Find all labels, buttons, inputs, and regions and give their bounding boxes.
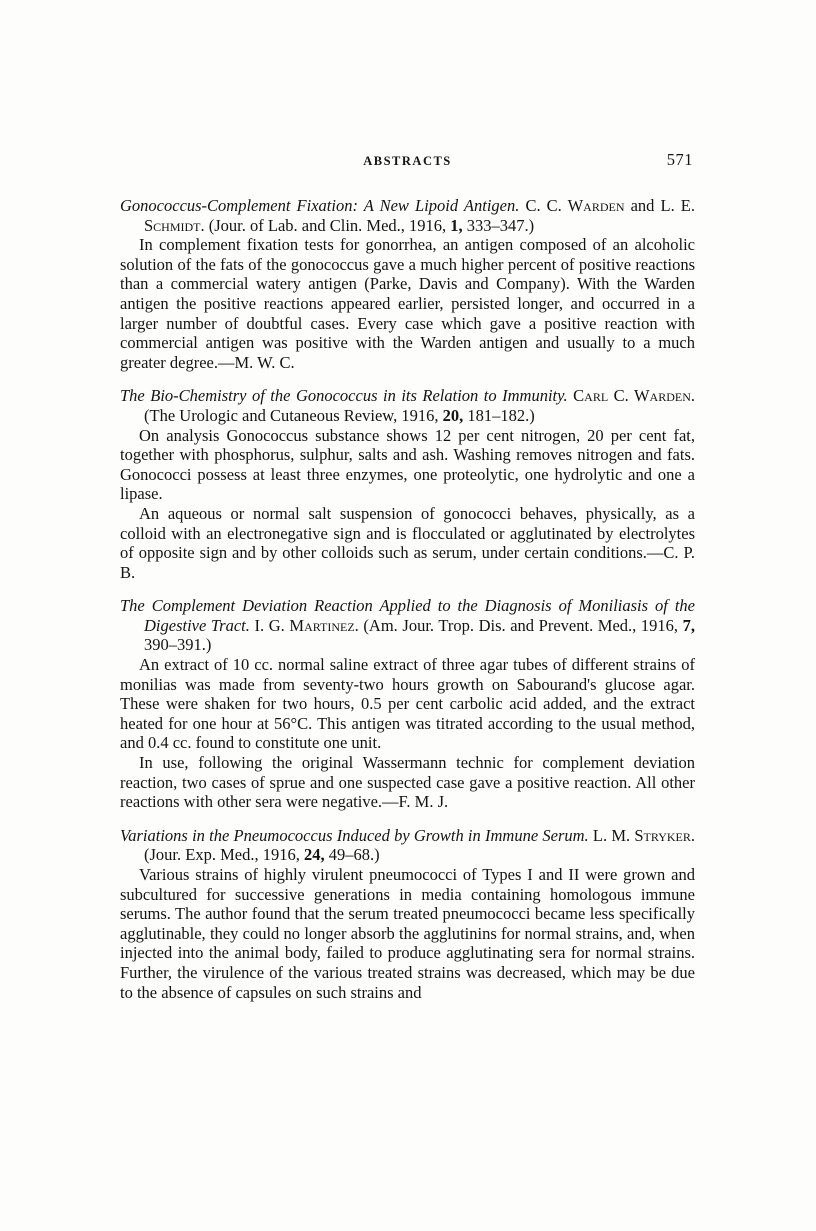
abstract-title: Gonococcus-Complement Fixation: A New Lipoid Antigen. — [120, 196, 520, 215]
citation-pages: 49–68.) — [328, 845, 380, 865]
abstract-entry — [120, 596, 695, 812]
abstract-entry — [120, 826, 695, 1002]
abstract-paragraph: In use, following the original Wassermann technic for complement deviation reaction, two cases of sprue and one suspected case gave a positive reaction. All other reactions with other sera were negative.—F. M. J. — [120, 753, 695, 812]
abstract-paragraph: An extract of 10 cc. normal saline extract of three agar tubes of different strains of monilias was made from seventy-two hours growth on Sabourand's glucose agar. These were shaken for two hours, 0.5 per cent carbolic acid added, and the extract heated for one hour at 56°C. This antigen was titrated according to the usual method, and 0.4 cc. found to constitute one unit. — [120, 655, 695, 753]
citation-pages: 333–347.) — [466, 215, 535, 235]
citation-journal: (The Urologic and Cutaneous Review, 1916, — [144, 405, 439, 425]
abstract-heading — [120, 826, 695, 865]
abstract-paragraph: Various strains of highly virulent pneumococci of Types I and II were grown and subcultured for successive generations in media containing homologous immune serums. The author found that the serum treated pneumococci became less specifically agglutinable, they could no longer absorb the agglutinins for normal strains, and, when injected into the animal body, failed to produce agglutinating sera for normal strains. Further, the virulence of the various treated strains was decreased, which may be due to the absence of capsules on such strains and — [120, 865, 695, 1002]
abstract-author: L. E. Schmidt. — [144, 196, 696, 235]
section-title: ABSTRACTS — [363, 154, 452, 168]
abstract-author: Carl C. Warden. — [573, 386, 696, 406]
citation-journal: (Jour. of Lab. and Clin. Med., 1916, — [208, 215, 447, 235]
abstract-title: The Complement Deviation Reaction Applied to the Diagnosis of Moniliasis of the Digestive Tract. — [120, 596, 695, 635]
citation-journal: (Am. Jour. Trop. Dis. and Prevent. Med., 1916, — [363, 615, 679, 635]
abstract-author: C. C. Warden — [525, 196, 625, 215]
abstract-entry — [120, 196, 695, 372]
author-conjunction: and — [630, 196, 655, 215]
abstract-heading — [120, 386, 695, 425]
citation-volume: 20, — [442, 405, 464, 425]
abstract-paragraph: On analysis Gonococcus substance shows 12 per cent nitrogen, 20 per cent fat, together with phosphorus, sulphur, salts and ash. Washing removes nitrogen and fats. Gonococci possess at least three enzymes, one proteolytic, one hydrolytic and one a lipase. — [120, 425, 695, 504]
abstract-paragraph: In complement fixation tests for gonorrhea, an antigen composed of an alcoholic solution of the fats of the gonococcus gave a much higher percent of positive reactions than a commercial watery antigen (Parke, Davis and Company). With the Warden antigen the positive reactions appeared earlier, persisted longer, and occurred in a larger number of doubtful cases. Every case which gave a positive reaction with commercial antigen was positive with the Warden antigen and usually to a much greater degree.—M. W. C. — [120, 235, 695, 372]
abstract-title: Variations in the Pneumococcus Induced by Growth in Immune Serum. — [120, 825, 589, 845]
abstract-heading — [120, 196, 695, 235]
abstract-author: I. G. Martinez. — [254, 615, 359, 635]
citation-pages: 390–391.) — [144, 635, 212, 655]
citation-volume: 1, — [450, 215, 463, 235]
abstract-author: L. M. Stryker. — [592, 825, 696, 845]
abstract-title: The Bio-Chemistry of the Gonococcus in its Relation to Immunity. — [120, 386, 568, 406]
abstract-heading — [120, 596, 695, 655]
citation-volume: 7, — [682, 615, 696, 635]
abstract-paragraph: An aqueous or normal salt suspension of gonococci behaves, physically, as a colloid with an electronegative sign and is flocculated or agglutinated by electrolytes of opposite sign and by other colloids such as serum, under certain conditions.—C. P. B. — [120, 503, 695, 582]
abstract-entry — [120, 386, 695, 582]
running-head — [120, 150, 695, 172]
citation-pages: 181–182.) — [467, 405, 535, 425]
page-number: 571 — [666, 150, 693, 169]
citation-volume: 24, — [303, 845, 325, 865]
citation-journal: (Jour. Exp. Med., 1916, — [144, 845, 300, 865]
